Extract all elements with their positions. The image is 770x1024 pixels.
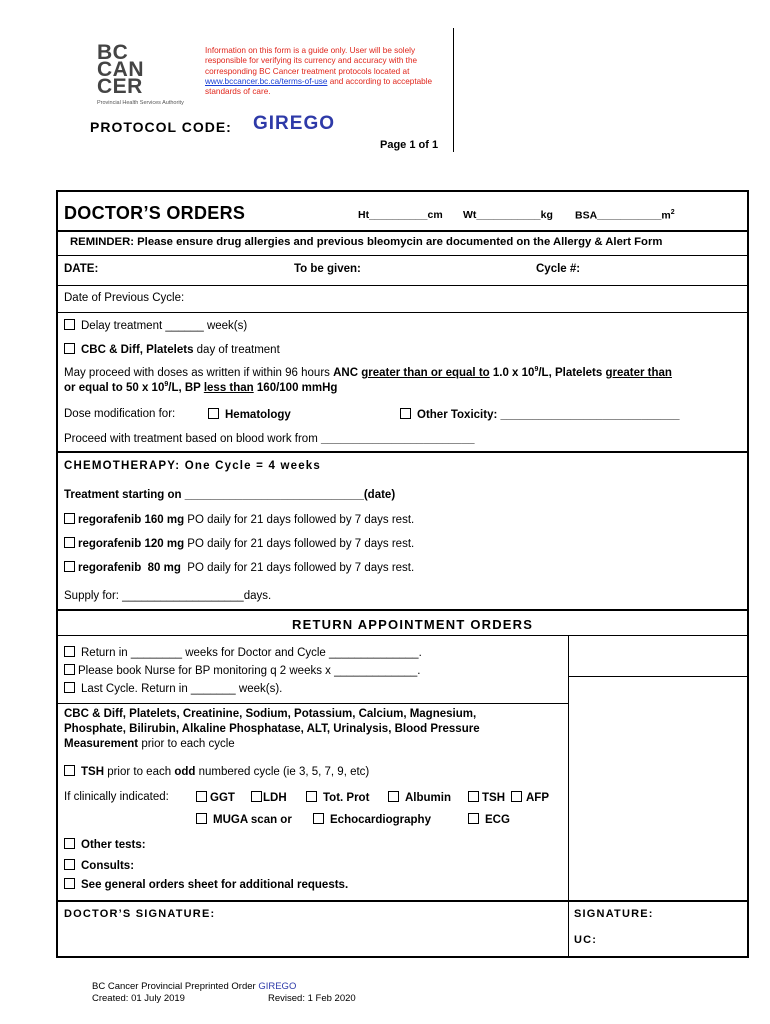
checkbox[interactable] (64, 513, 75, 524)
chemo-title: CHEMOTHERAPY: One Cycle = 4 weeks (64, 460, 321, 472)
divider (58, 285, 748, 286)
divider (58, 900, 748, 902)
proceed-bloodwork-field[interactable]: Proceed with treatment based on blood work from ________________________ (64, 433, 475, 445)
checkbox[interactable] (388, 791, 399, 802)
checkbox[interactable] (468, 813, 479, 824)
doctors-orders-form (56, 190, 749, 958)
if-clinically-indicated-label: If clinically indicated: (64, 791, 169, 803)
terms-link[interactable]: www.bccancer.bc.ca/terms-of-use (205, 76, 328, 86)
checkbox[interactable] (400, 408, 411, 419)
cbc-option[interactable]: CBC & Diff, Platelets day of treatment (64, 343, 280, 356)
right-column-divider (568, 635, 569, 958)
test-tot-prot[interactable]: Tot. Prot (306, 791, 369, 804)
test-albumin[interactable]: Albumin (388, 791, 451, 804)
previous-cycle-field[interactable]: Date of Previous Cycle: (64, 292, 185, 304)
hematology-option[interactable]: Hematology (208, 408, 291, 421)
checkbox[interactable] (196, 791, 207, 802)
muga-option[interactable]: MUGA scan or (196, 813, 292, 826)
labs-line3: Measurement prior to each cycle (64, 738, 235, 750)
protocol-code: GIREGO (253, 113, 336, 134)
logo-subtitle: Provincial Health Services Authority (97, 100, 184, 106)
proceed-criteria-line1: May proceed with doses as written if within 96 hours ANC greater than or equal to 1.0 x $10^9/L$, Platelets greater than (64, 366, 672, 379)
other-toxicity-option[interactable]: Other Toxicity: ____________________________ (400, 408, 680, 421)
bc-cancer-logo: BC CAN CER (97, 41, 144, 98)
height-field[interactable]: Ht__________cm (358, 209, 443, 221)
checkbox[interactable] (208, 408, 219, 419)
tsh-option[interactable]: TSH prior to each odd numbered cycle (ie 3, 5, 7, 9, etc) (64, 765, 369, 778)
labs-line2: Phosphate, Bilirubin, Alkaline Phosphatase, ALT, Urinalysis, Blood Pressure (64, 723, 480, 735)
footer-order-line: BC Cancer Provincial Preprinted Order GIREGO (92, 981, 297, 992)
checkbox[interactable] (64, 878, 75, 889)
return-in-option[interactable]: Return in ________ weeks for Doctor and Cycle ______________. (64, 646, 422, 659)
to-be-given-field[interactable]: To be given: (294, 263, 361, 275)
checkbox[interactable] (64, 319, 75, 330)
signature-field[interactable]: SIGNATURE: (574, 908, 654, 920)
other-tests-option[interactable]: Other tests: (64, 838, 146, 851)
proceed-criteria-line2: or equal to 50 x $10^9/L$, BP less than 160/100 mmHg (64, 381, 338, 394)
footer-created: Created: 01 July 2019 (92, 993, 185, 1004)
footer-revised: Revised: 1 Feb 2020 (268, 993, 356, 1004)
dose-option-80[interactable]: regorafenib 80 mg PO daily for 21 days followed by 7 days rest. (64, 561, 414, 574)
checkbox[interactable] (64, 646, 75, 657)
echo-option[interactable]: Echocardiography (313, 813, 431, 826)
uc-field[interactable]: UC: (574, 934, 598, 946)
return-title: RETURN APPOINTMENT ORDERS (292, 617, 534, 632)
general-orders-option[interactable]: See general orders sheet for additional requests. (64, 878, 348, 891)
disclaimer: Information on this form is a guide only. User will be solely responsible for verifying its currency and accuracy with the corresponding BC Cancer treatment protocols located at www.bccancer.bc.ca/terms-of-use and according to acceptable standards of care. (205, 46, 433, 97)
test-ldh[interactable]: LDH (251, 791, 287, 804)
date-field[interactable]: DATE: (64, 263, 99, 275)
divider (58, 609, 748, 611)
checkbox[interactable] (468, 791, 479, 802)
treatment-start-field[interactable]: Treatment starting on ____________________________(date) (64, 489, 396, 501)
cycle-field[interactable]: Cycle #: (536, 263, 581, 275)
supply-field[interactable]: Supply for: ___________________days. (64, 590, 272, 602)
checkbox[interactable] (64, 343, 75, 354)
weight-field[interactable]: Wt___________kg (463, 209, 553, 221)
divider (58, 312, 748, 313)
doctors-signature-field[interactable]: DOCTOR’S SIGNATURE: (64, 908, 216, 920)
divider (58, 451, 748, 453)
dose-option-160[interactable]: regorafenib 160 mg PO daily for 21 days followed by 7 days rest. (64, 513, 414, 526)
checkbox[interactable] (196, 813, 207, 824)
divider (58, 255, 748, 256)
nurse-bp-option[interactable]: Please book Nurse for BP monitoring q 2 weeks x _____________. (64, 664, 420, 677)
checkbox[interactable] (64, 561, 75, 572)
delay-treatment-option[interactable]: Delay treatment ______ week(s) (64, 319, 247, 332)
protocol-label: PROTOCOL CODE: (90, 119, 232, 135)
bsa-field[interactable]: $BSA\_\_\_\_\_\_\_\_\_\_\_m^2$ (575, 209, 675, 222)
labs-line1: CBC & Diff, Platelets, Creatinine, Sodium, Potassium, Calcium, Magnesium, (64, 708, 477, 720)
ecg-option[interactable]: ECG (468, 813, 510, 826)
checkbox[interactable] (64, 537, 75, 548)
divider (568, 676, 748, 677)
checkbox[interactable] (64, 859, 75, 870)
header-divider (453, 28, 454, 152)
last-cycle-option[interactable]: Last Cycle. Return in _______ week(s). (64, 682, 282, 695)
divider (58, 703, 568, 704)
dose-modification-label: Dose modification for: (64, 408, 176, 420)
page-number: Page 1 of 1 (380, 139, 439, 151)
checkbox[interactable] (313, 813, 324, 824)
test-afp[interactable]: AFP (511, 791, 549, 804)
checkbox[interactable] (251, 791, 262, 802)
divider (58, 635, 748, 636)
checkbox[interactable] (64, 664, 75, 675)
test-ggt[interactable]: GGT (196, 791, 235, 804)
checkbox[interactable] (64, 765, 75, 776)
consults-option[interactable]: Consults: (64, 859, 134, 872)
dose-option-120[interactable]: regorafenib 120 mg PO daily for 21 days followed by 7 days rest. (64, 537, 414, 550)
divider (58, 230, 748, 232)
checkbox[interactable] (64, 682, 75, 693)
checkbox[interactable] (511, 791, 522, 802)
reminder: REMINDER: Please ensure drug allergies and previous bleomycin are documented on the Allergy & Alert Form (70, 236, 663, 248)
checkbox[interactable] (306, 791, 317, 802)
test-tsh[interactable]: TSH (468, 791, 505, 804)
form-title: DOCTOR’S ORDERS (64, 203, 246, 223)
checkbox[interactable] (64, 838, 75, 849)
